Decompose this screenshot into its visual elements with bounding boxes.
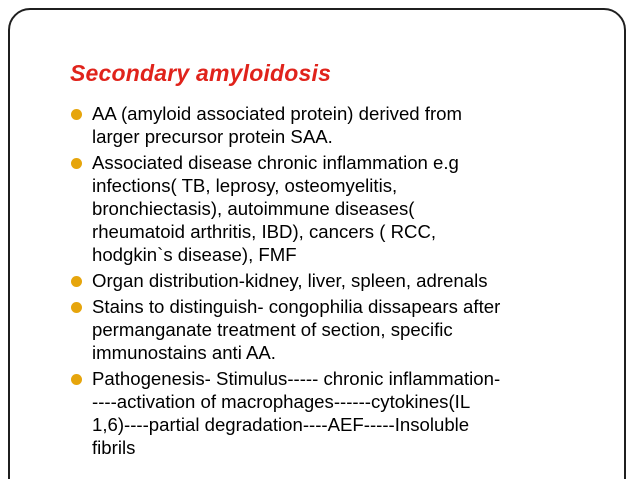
bullet-line: immunostains anti AA.	[92, 342, 276, 363]
bullet-line: AA (amyloid associated protein) derived from	[92, 103, 462, 124]
bullet-marker-icon	[71, 158, 82, 169]
bullet-line: hodgkin`s disease), FMF	[92, 244, 297, 265]
bullet-line: Stains to distinguish- congophilia dissapears after	[92, 296, 501, 317]
bullet-line: Organ distribution-kidney, liver, spleen, adrenals	[92, 270, 488, 291]
bullet-line: Pathogenesis- Stimulus----- chronic inflammation-	[92, 368, 501, 389]
bullet-item	[70, 367, 610, 459]
bullet-line: larger precursor protein SAA.	[92, 126, 333, 147]
slide-title: Secondary amyloidosis	[70, 60, 332, 86]
bullet-marker-icon	[71, 302, 82, 313]
bullet-list	[70, 102, 610, 462]
bullet-line: 1,6)----partial degradation----AEF-----Insoluble	[92, 414, 470, 435]
bullet-marker-icon	[71, 374, 82, 385]
bullet-marker-icon	[71, 109, 82, 120]
bullet-line: bronchiectasis), autoimmune diseases(	[92, 198, 415, 219]
bullet-line: permanganate treatment of section, specific	[92, 319, 453, 340]
bullet-item	[70, 102, 610, 148]
bullet-item	[70, 269, 610, 292]
bullet-item	[70, 151, 610, 266]
bullet-line: ----activation of macrophages------cytokines(IL	[92, 391, 471, 412]
bullet-line: fibrils	[92, 437, 136, 458]
bullet-line: rheumatoid arthritis, IBD), cancers ( RCC,	[92, 221, 437, 242]
bullet-item	[70, 295, 610, 364]
bullet-line: infections( TB, leprosy, osteomyelitis,	[92, 175, 398, 196]
bullet-line: Associated disease chronic inflammation e.g	[92, 152, 459, 173]
bullet-marker-icon	[71, 276, 82, 287]
